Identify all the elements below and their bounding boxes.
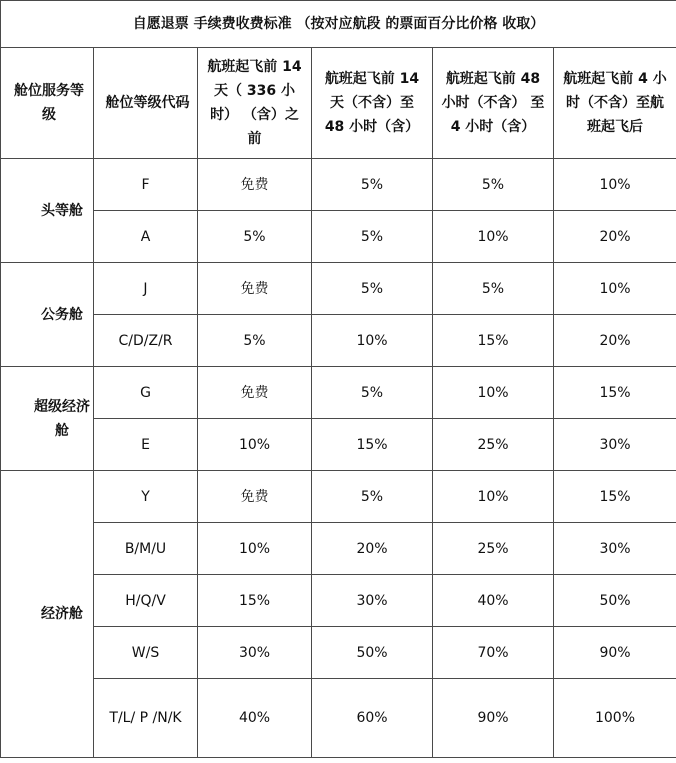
fee-cell: 5% — [198, 315, 312, 367]
fee-cell: 5% — [312, 471, 433, 523]
fee-cell: 20% — [312, 523, 433, 575]
cabin-group-label: 公务舱 — [1, 263, 94, 367]
fee-cell: 15% — [312, 419, 433, 471]
fee-cell: 40% — [198, 679, 312, 758]
fee-cell: 30% — [198, 627, 312, 679]
fee-cell: 15% — [433, 315, 554, 367]
fee-cell: 60% — [312, 679, 433, 758]
cabin-group-label: 超级经济舱 — [1, 367, 94, 471]
fee-cell: 10% — [554, 263, 676, 315]
fee-cell: 免费 — [198, 263, 312, 315]
fee-cell: 10% — [433, 367, 554, 419]
class-code-cell: J — [94, 263, 198, 315]
table-row — [1, 263, 676, 315]
table-row — [1, 419, 676, 471]
table-row — [1, 627, 676, 679]
fee-cell: 5% — [433, 263, 554, 315]
class-code-cell: F — [94, 159, 198, 211]
fee-cell: 10% — [312, 315, 433, 367]
table-row — [1, 211, 676, 263]
fee-cell: 5% — [312, 367, 433, 419]
class-code-cell: G — [94, 367, 198, 419]
header-period-4: 航班起飞前 4 小时（不含）至航班起飞后 — [554, 48, 676, 159]
fee-cell: 30% — [554, 419, 676, 471]
fee-cell: 90% — [554, 627, 676, 679]
class-code-cell: W/S — [94, 627, 198, 679]
fee-cell: 10% — [433, 471, 554, 523]
fee-cell: 10% — [198, 419, 312, 471]
fee-cell: 20% — [554, 211, 676, 263]
table-row — [1, 367, 676, 419]
fee-cell: 免费 — [198, 159, 312, 211]
fee-cell: 25% — [433, 523, 554, 575]
fee-cell: 90% — [433, 679, 554, 758]
cabin-group-label: 头等舱 — [1, 159, 94, 263]
table-title: 自愿退票 手续费收费标准 （按对应航段 的票面百分比价格 收取） — [1, 1, 676, 48]
fee-cell: 5% — [198, 211, 312, 263]
fee-cell: 70% — [433, 627, 554, 679]
class-code-cell: E — [94, 419, 198, 471]
class-code-cell: A — [94, 211, 198, 263]
table-row — [1, 471, 676, 523]
header-class-code: 舱位等级代码 — [94, 48, 198, 159]
class-code-cell: Y — [94, 471, 198, 523]
title-row — [1, 1, 676, 48]
fee-cell: 40% — [433, 575, 554, 627]
class-code-cell: C/D/Z/R — [94, 315, 198, 367]
fee-cell: 5% — [312, 211, 433, 263]
header-class-service-level: 舱位服务等级 — [1, 48, 94, 159]
header-period-3: 航班起飞前 48 小时（不含） 至 4 小时（含） — [433, 48, 554, 159]
table-row — [1, 575, 676, 627]
class-code-cell: T/L/ P /N/K — [94, 679, 198, 758]
fee-cell: 15% — [554, 471, 676, 523]
table-row — [1, 315, 676, 367]
header-period-2: 航班起飞前 14 天（不含）至 48 小时（含） — [312, 48, 433, 159]
table-row — [1, 159, 676, 211]
fee-cell: 15% — [198, 575, 312, 627]
fee-cell: 20% — [554, 315, 676, 367]
fee-cell: 100% — [554, 679, 676, 758]
header-period-1: 航班起飞前 14 天（ 336 小时） （含）之前 — [198, 48, 312, 159]
fee-cell: 25% — [433, 419, 554, 471]
fee-cell: 50% — [312, 627, 433, 679]
table-row — [1, 679, 676, 758]
fee-cell: 10% — [554, 159, 676, 211]
fee-cell: 10% — [198, 523, 312, 575]
fee-cell: 5% — [312, 159, 433, 211]
table-row — [1, 523, 676, 575]
header-row — [1, 48, 676, 159]
fee-cell: 50% — [554, 575, 676, 627]
fee-cell: 15% — [554, 367, 676, 419]
fee-cell: 10% — [433, 211, 554, 263]
fee-cell: 免费 — [198, 471, 312, 523]
class-code-cell: B/M/U — [94, 523, 198, 575]
fee-cell: 5% — [312, 263, 433, 315]
fee-cell: 5% — [433, 159, 554, 211]
fee-cell: 30% — [312, 575, 433, 627]
class-code-cell: H/Q/V — [94, 575, 198, 627]
fee-cell: 30% — [554, 523, 676, 575]
fee-cell: 免费 — [198, 367, 312, 419]
cabin-group-label: 经济舱 — [1, 471, 94, 758]
